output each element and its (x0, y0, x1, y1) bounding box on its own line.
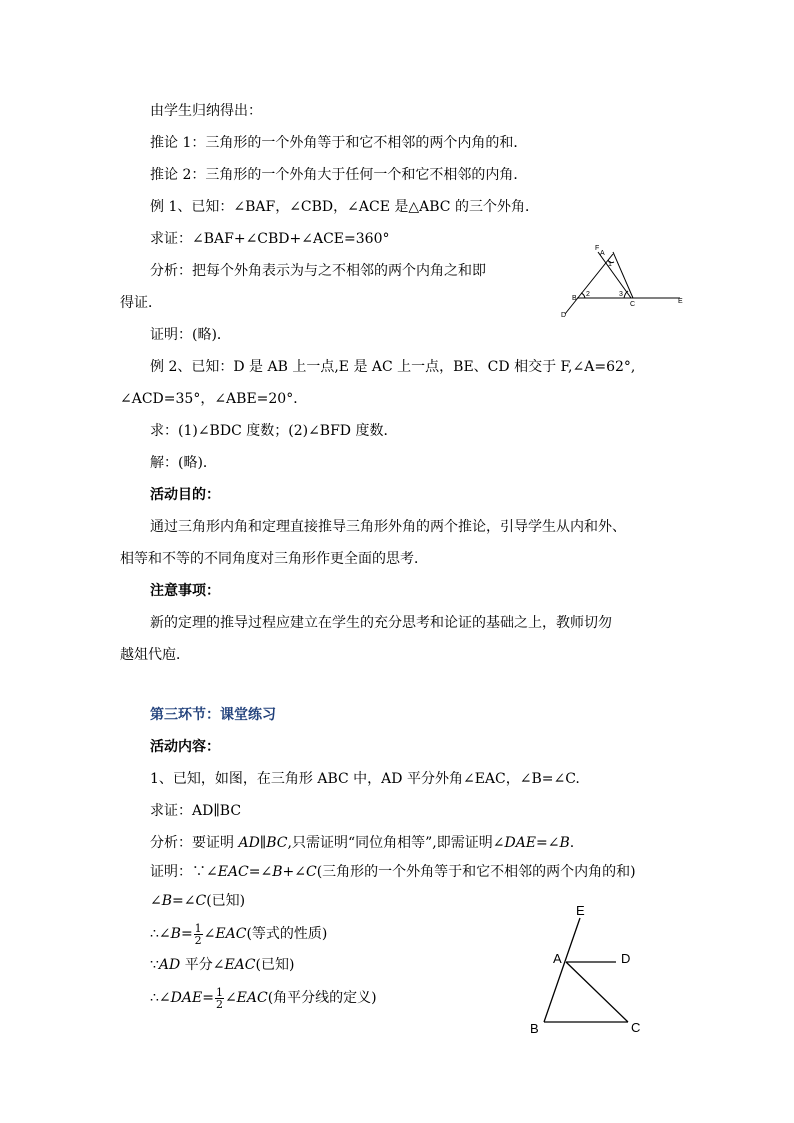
exercise-1-given: 1、已知，如图，在三角形 ABC 中，AD 平分外角∠EAC，∠B=∠C. (150, 771, 580, 787)
section-title: 第三环节：课堂练习 (150, 707, 276, 723)
example-1-analysis: 分析：把每个外角表示为与之不相邻的两个内角之和即 (150, 263, 486, 279)
label-a: A (553, 951, 562, 966)
angle-2-arc (581, 293, 585, 298)
proof-lhs: ∠B= (158, 926, 193, 942)
proof-rhs: ∠EAC (203, 926, 247, 942)
proof-rhs: ∠EAC (224, 990, 268, 1006)
exercise-1-prove: 求证：AD∥BC (150, 803, 242, 819)
proof-ad: AD (158, 957, 181, 973)
exterior-angles-figure (555, 240, 695, 325)
label-c: C (631, 1020, 641, 1035)
example-1-proof: 证明：(略)． (150, 327, 231, 343)
label-b: B (572, 295, 577, 302)
label-e: E (576, 903, 585, 918)
analysis-prefix: 分析：要证明 (150, 835, 239, 851)
fraction-denominator: 2 (194, 933, 202, 947)
analysis-middle: ,只需证明“同位角相等”,即需证明 (287, 835, 493, 851)
proof-prefix: 证明：∵ (150, 864, 206, 880)
label-c: C (630, 301, 636, 308)
proof-line-4 (150, 955, 294, 975)
because-symbol: ∵ (150, 957, 159, 973)
proof-reason: (已知) (255, 957, 295, 973)
text-line: 由学生归纳得出： (150, 103, 262, 119)
proof-lhs: ∠DAE= (158, 990, 214, 1006)
proof-reason: (等式的性质) (246, 926, 328, 942)
proof-reason: (已知) (206, 893, 246, 909)
fraction-one-half (194, 923, 203, 946)
notes-text: 新的定理的推导过程应建立在学生的充分思考和论证的基础之上，教师切勿 (150, 615, 612, 631)
proof-line-1 (150, 862, 636, 882)
angle-3-arc (624, 291, 628, 298)
label-3: 3 (619, 291, 623, 298)
label-e: E (678, 298, 683, 305)
example-2-find: 求：(1)∠BDC 度数；(2)∠BFD 度数． (150, 423, 398, 439)
proof-eac: ∠EAC (212, 957, 256, 973)
line-ac (566, 962, 628, 1022)
example-1-analysis-cont: 得证． (120, 295, 162, 311)
example-1-given: 例 1、已知：∠BAF，∠CBD，∠ACE 是△ABC 的三个外角． (150, 199, 539, 215)
example-2-given-cont: ∠ACD=35°，∠ABE=20°． (120, 391, 308, 407)
fraction-numerator: 1 (215, 985, 223, 999)
corollary-2: 推论 2：三角形的一个外角大于任何一个和它不相邻的内角． (150, 167, 528, 183)
label-1: 1 (608, 261, 612, 268)
activity-purpose-text-cont: 相等和不等的不同角度对三角形作更全面的思考． (120, 551, 428, 567)
activity-purpose-heading: 活动目的： (150, 487, 220, 503)
proof-reason: (角平分线的定义) (267, 990, 377, 1006)
label-d: D (621, 951, 631, 966)
example-2-given: 例 2、已知：D 是 AB 上一点,E 是 AC 上一点，BE、CD 相交于 F,∠A=62°, (150, 359, 636, 375)
line-ac (613, 252, 633, 298)
label-a: A (600, 250, 605, 257)
fraction-numerator: 1 (194, 921, 202, 935)
therefore-symbol: ∴ (150, 990, 159, 1006)
example-1-prove: 求证：∠BAF+∠CBD+∠ACE=360° (150, 231, 390, 247)
proof-line-2 (150, 891, 245, 911)
bisector-figure (520, 898, 650, 1043)
proof-expr: ∠B=∠C (150, 893, 207, 909)
notes-heading: 注意事项： (150, 583, 220, 599)
proof-expr: ∠EAC=∠B+∠C (206, 864, 317, 880)
fraction-one-half (215, 987, 224, 1010)
proof-mid: 平分 (180, 957, 213, 973)
line-bd-extended (565, 254, 613, 314)
proof-reason: (三角形的一个外角等于和它不相邻的两个内角的和) (316, 864, 636, 880)
activity-purpose-text: 通过三角形内角和定理直接推导三角形外角的两个推论，引导学生从内和外、 (150, 519, 626, 535)
exercise-1-analysis (150, 833, 574, 853)
proof-line-5 (150, 984, 377, 1012)
fraction-denominator: 2 (215, 997, 223, 1011)
activity-content-heading: 活动内容： (150, 739, 220, 755)
line-fa-extended (598, 252, 631, 298)
example-2-solution: 解：(略)． (150, 455, 217, 471)
label-f: F (595, 245, 600, 252)
label-b: B (530, 1021, 539, 1036)
therefore-symbol: ∴ (150, 926, 159, 942)
label-2: 2 (586, 291, 590, 298)
notes-text-cont: 越俎代庖． (120, 647, 190, 663)
corollary-1: 推论 1：三角形的一个外角等于和它不相邻的两个内角的和． (150, 135, 528, 151)
analysis-ad-bc: AD∥BC (238, 835, 288, 851)
proof-line-3 (150, 920, 327, 948)
label-d: D (561, 312, 567, 319)
analysis-suffix: . (569, 835, 575, 851)
analysis-dae-b: ∠DAE=∠B (492, 835, 570, 851)
